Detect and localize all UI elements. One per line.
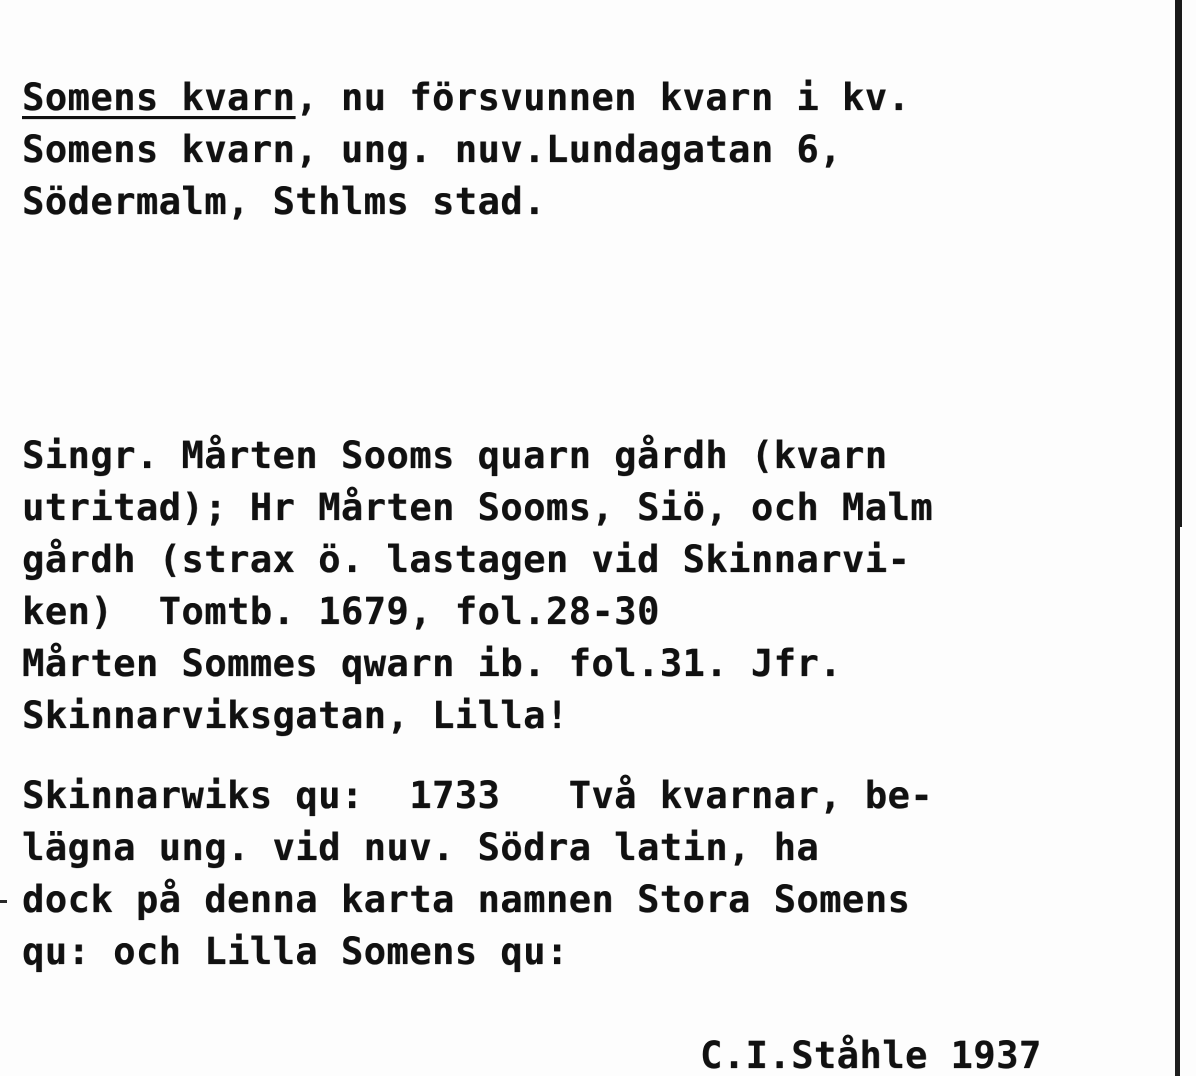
body1-line-4: ken) Tomtb. 1679, fol.28-30 bbox=[22, 590, 660, 633]
body2-line-4: qu: och Lilla Somens qu: bbox=[22, 930, 569, 973]
headword-line-rest: , nu försvunnen kvarn i kv. bbox=[295, 76, 911, 119]
body2-line-2: lägna ung. vid nuv. Södra latin, ha bbox=[22, 826, 820, 869]
headword: Somens kvarn bbox=[22, 76, 296, 119]
headword-line bbox=[22, 72, 910, 124]
body1-line-3: gårdh (strax ö. lastagen vid Skinnarvi- bbox=[22, 538, 911, 581]
card-right-edge-shadow bbox=[1175, 0, 1182, 527]
card-left-edge-tick bbox=[0, 900, 7, 903]
body1-line-1: Singr. Mårten Sooms quarn gårdh (kvarn bbox=[22, 434, 888, 477]
head-line-3: Södermalm, Sthlms stad. bbox=[22, 180, 546, 223]
body1-line-6: Skinnarviksgatan, Lilla! bbox=[22, 694, 569, 737]
head-line-2: Somens kvarn, ung. nuv.Lundagatan 6, bbox=[22, 128, 842, 171]
headword-block bbox=[22, 72, 910, 228]
card-right-edge-shadow-lower bbox=[1175, 520, 1180, 1076]
body1-line-2: utritad); Hr Mårten Sooms, Siö, och Malm bbox=[22, 486, 934, 529]
body2-line-1: Skinnarwiks qu: 1733 Två kvarnar, be- bbox=[22, 774, 934, 817]
signature: C.I.Ståhle 1937 bbox=[700, 1034, 1042, 1077]
body2-line-3: dock på denna karta namnen Stora Somens bbox=[22, 878, 911, 921]
body-block-1 bbox=[22, 430, 933, 742]
body-block-2 bbox=[22, 770, 933, 978]
body1-line-5: Mårten Sommes qwarn ib. fol.31. Jfr. bbox=[22, 642, 842, 685]
